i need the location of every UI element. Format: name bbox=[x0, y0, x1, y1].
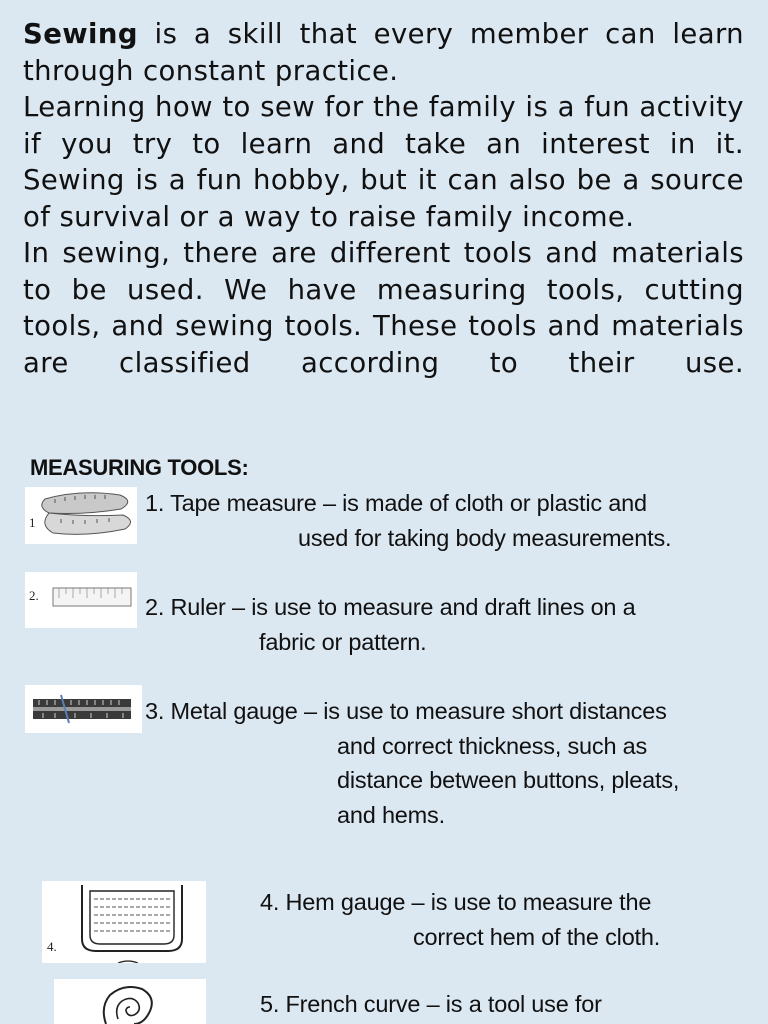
tool-line: 1. Tape measure – is made of cloth or plastic and bbox=[145, 490, 647, 516]
tool-item-tape-measure bbox=[145, 486, 671, 555]
french-curve-icon bbox=[54, 979, 206, 1024]
image-number: 1 bbox=[29, 515, 36, 530]
intro-paragraph-1 bbox=[23, 16, 744, 89]
intro-text bbox=[23, 16, 744, 430]
section-title: MEASURING TOOLS: bbox=[30, 455, 249, 480]
image-number: 2. bbox=[29, 588, 39, 603]
intro-paragraph-1-rest: is a skill that every member can learn through constant practice. bbox=[23, 18, 744, 87]
tool-line: 2. Ruler – is use to measure and draft lines on a bbox=[145, 594, 636, 620]
french-curve-image bbox=[54, 979, 206, 1024]
tool-line: distance between buttons, pleats, bbox=[337, 767, 680, 793]
tool-item-french-curve bbox=[260, 987, 602, 1022]
tool-line: fabric or pattern. bbox=[259, 628, 427, 655]
ruler-icon bbox=[25, 572, 137, 628]
tool-line: and hems. bbox=[337, 801, 445, 828]
metal-gauge-image bbox=[25, 685, 142, 733]
image-number: 4. bbox=[47, 939, 57, 954]
intro-paragraph-2: Learning how to sew for the family is a fun activity if you try to learn and take an interest in it. Sewing is a fun hobby, but it can also be a source of survival or a way to raise family income. bbox=[23, 91, 744, 233]
tool-line: 3. Metal gauge – is use to measure short distances bbox=[145, 698, 667, 724]
tool-line: correct hem of the cloth. bbox=[413, 923, 661, 950]
tool-item-metal-gauge bbox=[145, 694, 679, 832]
tape-measure-icon bbox=[25, 487, 137, 544]
tool-line: and correct thickness, such as bbox=[337, 732, 648, 759]
intro-bold-word: Sewing bbox=[23, 18, 138, 50]
tape-measure-image bbox=[25, 487, 137, 544]
ruler-image bbox=[25, 572, 137, 628]
hem-gauge-image bbox=[42, 881, 206, 963]
metal-gauge-icon bbox=[25, 685, 142, 733]
tool-item-hem-gauge bbox=[260, 885, 660, 954]
tool-item-ruler bbox=[145, 590, 636, 659]
hem-gauge-icon bbox=[42, 881, 206, 963]
tool-line: used for taking body measurements. bbox=[298, 524, 672, 551]
tool-line: 4. Hem gauge – is use to measure the bbox=[260, 889, 652, 915]
intro-paragraph-3: In sewing, there are different tools and materials to be used. We have measuring tools, cutting tools, and sewing tools. These tools and materials are classified according to their use. bbox=[23, 237, 744, 379]
tool-line: 5. French curve – is a tool use for bbox=[260, 991, 602, 1017]
